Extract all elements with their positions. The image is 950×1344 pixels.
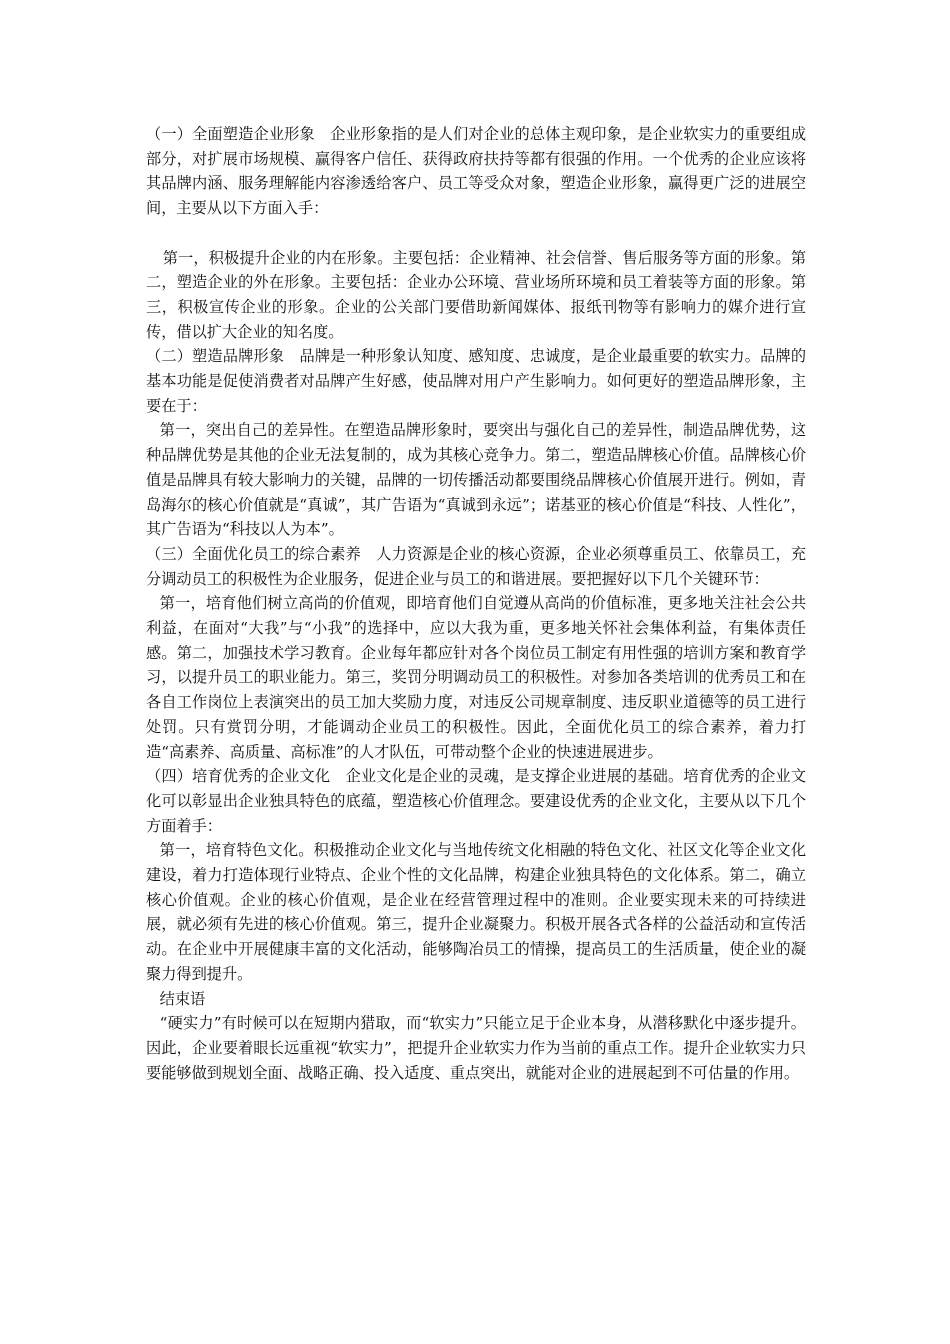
section-three-intro: （三）全面优化员工的综合素养 人力资源是企业的核心资源，企业必须尊重员工、依靠员工，充分调动员工的积极性为企业服务，促进企业与员工的和谐进展。要把握好以下几个关键环节： [146,544,806,588]
section-two-details: 第一，突出自己的差异性。在塑造品牌形象时，要突出与强化自己的差异性，制造品牌优势，这种品牌优势是其他的企业无法复制的，成为其核心竞争力。第二，塑造品牌核心价值。品牌核心价值是品牌具有较大影响力的关键，品牌的一切传播活动都要围绕品牌核心价值展开进行。例如，青岛海尔的核心价值就是“真诚”，其广告语为“真诚到永远”；诺基亚的核心价值是“科技、人性化”，其广告语为“科技以人为本”。 [146,421,806,539]
document-body [146,122,806,1085]
blank-line [146,221,806,246]
section-four-intro: （四）培育优秀的企业文化 企业文化是企业的灵魂，是支撑企业进展的基础。培育优秀的企业文化可以彰显出企业独具特色的底蕴，塑造核心价值理念。要建设优秀的企业文化，主要从以下几个方面着手： [146,767,806,835]
section-one-details: 第一，积极提升企业的内在形象。主要包括：企业精神、社会信誉、售后服务等方面的形象。第二，塑造企业的外在形象。主要包括：企业办公环境、营业场所环境和员工着装等方面的形象。第三，积极宣传企业的形象。企业的公关部门要借助新闻媒体、报纸刊物等有影响力的媒介进行宣传，借以扩大企业的知名度。 [146,248,806,341]
conclusion-heading: 结束语 [159,989,206,1008]
conclusion-text: “硬实力”有时候可以在短期内猎取，而“软实力”只能立足于企业本身，从潜移默化中逐步提升。因此，企业要着眼长远重视“软实力”，把提升企业软实力作为当前的重点工作。提升企业软实力只要能够做到规划全面、战略正确、投入适度、重点突出，就能对企业的进展起到不可估量的作用。 [146,1014,806,1082]
section-two-intro: （二）塑造品牌形象 品牌是一种形象认知度、感知度、忠诚度，是企业最重要的软实力。品牌的基本功能是促使消费者对品牌产生好感，使品牌对用户产生影响力。如何更好的塑造品牌形象，主要在于： [146,347,806,415]
section-three-details: 第一，培育他们树立高尚的价值观，即培育他们自觉遵从高尚的价值标准，更多地关注社会公共利益，在面对“大我”与“小我”的选择中，应以大我为重，更多地关怀社会集体利益，有集体责任感。第二，加强技术学习教育。企业每年都应针对各个岗位员工制定有用性强的培训方案和教育学习，以提升员工的职业能力。第三，奖罚分明调动员工的积极性。对参加各类培训的优秀员工和在各自工作岗位上表演突出的员工加大奖励力度，对违反公司规章制度、违反职业道德等的员工进行处罚。只有赏罚分明，才能调动企业员工的积极性。因此，全面优化员工的综合素养，着力打造“高素养、高质量、高标准”的人才队伍，可带动整个企业的快速进展进步。 [146,594,806,761]
section-four-details: 第一，培育特色文化。积极推动企业文化与当地传统文化相融的特色文化、社区文化等企业文化建设，着力打造体现行业特点、企业个性的文化品牌，构建企业独具特色的文化体系。第二，确立核心价值观。企业的核心价值观，是企业在经营管理过程中的准则。企业要实现未来的可持续进展，就必须有先进的核心价值观。第三，提升企业凝聚力。积极开展各式各样的公益活动和宣传活动。在企业中开展健康丰富的文化活动，能够陶冶员工的情操，提高员工的生活质量，使企业的凝聚力得到提升。 [146,841,806,983]
section-one-intro: （一）全面塑造企业形象 企业形象指的是人们对企业的总体主观印象，是企业软实力的重要组成部分，对扩展市场规模、赢得客户信任、获得政府扶持等都有很强的作用。一个优秀的企业应该将其品牌内涵、服务理解能内容渗透给客户、员工等受众对象，塑造企业形象，赢得更广泛的进展空间，主要从以下方面入手： [146,125,806,218]
